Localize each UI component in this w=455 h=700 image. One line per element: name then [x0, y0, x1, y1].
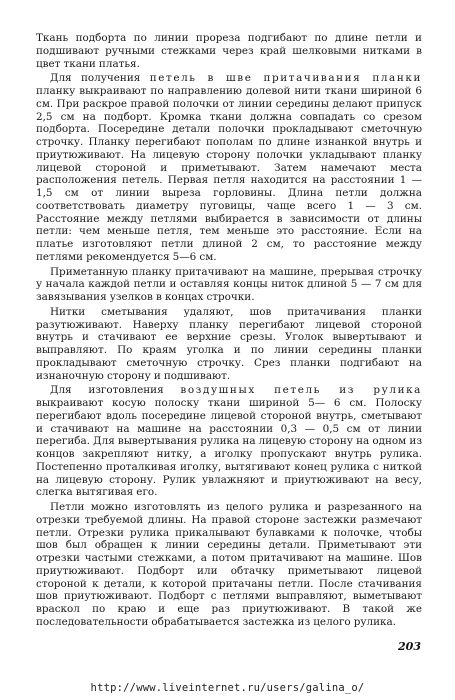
paragraph-6: [36, 501, 422, 629]
paragraph-4: [36, 306, 422, 383]
paragraph-text: Петли можно изготовлять из целого рулика и разрезанного на отрезки требуемой длины. На правой стороне застежки размечают петли. Отрезки рулика прикалывают булавками к полочке, чтобы шов был обращен к линии середины детали. Приметывают эти отрезки частыми стежками, а потом притачивают на машине. Шов приутюживают. Подборт или обтачку приметывают лицевой стороной к детали, к которой притачаны петли. После стачивания шов приутюживают. Подборт с петлями выправляют, выметывают враскол по краю и еще раз приутюживают. В такой же последовательности обрабатывается застежка из целого рулика.: [36, 501, 422, 628]
paragraph-text: Нитки сметывания удаляют, шов притачивания планки разутюживают. Наверху планку перегибают лицевой стороной внутрь и стачивают ее верхние срезы. Уголок вывертывают и выправляют. По краям уголка и по линии середины планки прокладывают сметочную строчку. Срез планки подгибают на изнаночную сторону и подшивают.: [36, 305, 422, 382]
paragraph-lead: Для изготовления: [50, 384, 181, 397]
paragraph-text: планку выкраивают по направлению долевой нити ткани шириной 6 см. При раскрое правой полочки от линии середины делают припуск 2,5 см на подборт. Кромка ткани должна совпадать со срезом подборта. Посередине детали полочки прокладывают сметочную строчку. Планку перегибают пополам по длине изнанкой внутрь и приутюживают. На лицевую сторону полочки укладывают планку лицевой стороной и приметывают. Затем намечают места расположения петель. Первая петля находится на расстоянии 1 — 1,5 см от линии выреза горловины. Длина петли должна соответствовать диаметру пуговицы, чаще всего 1 — 3 см. Расстояние между петлями выбирается в зависимости от длины петли: чем меньше петля, тем меньше это расстояние. Если на платье изготовляют петли длиной 2 см, то расстояние между петлями рекомендуется 5—6 см.: [36, 85, 422, 263]
paragraph-lead-spaced: воздушных петель из рулика: [180, 384, 422, 397]
watermark-url: http://www.liveinternet.ru/users/galina_o/: [90, 682, 365, 694]
paragraph-3: [36, 266, 422, 304]
paragraph-text: выкраивают косую полоску ткани шириной 5— 6 см. Полоску перегибают вдоль посередине лицевой стороной внутрь, сметывают и стачивают на машине на расстоянии 0,3 — 0,5 см от линии перегиба. Для вывертывания рулика на лицевую сторону на одном из концов закрепляют нитку, а иголку пропускают внутрь рулика. Постепенно проталкивая иголку, вытягивают конец рулика с ниткой на лицевую сторону. Рулик увлажняют и приутюживают на весу, слегка вытягивая его.: [36, 397, 422, 499]
paragraph-lead: Для получения: [50, 72, 150, 85]
page-body: [36, 32, 422, 631]
page-number: 203: [398, 640, 421, 653]
paragraph-2: [36, 72, 422, 263]
paragraph-lead-spaced: петель в шве притачивания планки: [149, 72, 422, 85]
paragraph-5: [36, 384, 422, 499]
paragraph-text: Ткань подборта по линии прореза подгибают по длине петли и подшивают ручными стежками через край шелковыми нитками в цвет ткани платья.: [36, 32, 422, 70]
paragraph-text: Приметанную планку притачивают на машине, прерывая строчку у начала каждой петли и оставляя концы ниток длиной 5 — 7 см для завязывания узелков в концах строчки.: [36, 265, 422, 303]
paragraph-1: [36, 32, 422, 70]
